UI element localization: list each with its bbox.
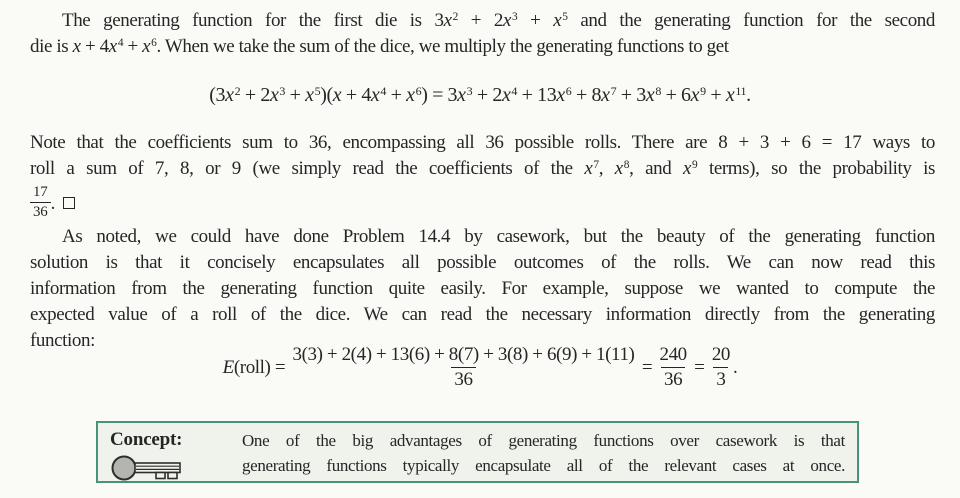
text-line: roll a sum of 7, 8, or 9 (we simply read the coefficients of the $x^7$, $x^8$, and $x^9$ terms), so the probability is [30, 158, 935, 179]
text-line: One of the big advantages of generating functions over casework is that [242, 431, 845, 450]
text-line: solution is that it concisely encapsulates all possible outcomes of the rolls. We can now read this [30, 252, 935, 273]
text-line: As noted, we could have done Problem 14.4 by casework, but the beauty of the generating function [62, 226, 935, 247]
display-equation-product: $(3x^2 + 2x^3 + x^5)(x + 4x^4 + x^6) = 3x^3 + 2x^4 + 13x^6 + 8x^7 + 3x^8 + 6x^9 + x^{11}$. [209, 83, 751, 106]
display-equation-expected-value: E (roll) = $\frac{3(3) + 2(4) + 13(6) + 8(7) + 3(8) + 6(9) + 1(11)}{36}$ = $\frac{240}{36}$ = $\frac{20}{3}$ . [0, 338, 960, 398]
text-line: function: [30, 330, 95, 351]
text-line: generating functions typically encapsulate all of the relevant cases at once. [242, 456, 845, 475]
concept-box-text [242, 428, 845, 489]
concept-box-left-column [110, 428, 242, 489]
fraction: $\frac{240}{36}$ [656, 343, 689, 392]
text-line: The generating function for the first die is $3x^2 + 2x^3 + x^5$ and the generating function for the second [62, 10, 936, 31]
text-line: Note that the coefficients sum to 36, encompassing all 36 possible rolls. There are 8 + 3 + 6 = 17 ways to [30, 132, 935, 153]
fraction: $\frac{3(3) + 2(4) + 13(6) + 8(7) + 3(8) + 6(9) + 1(11)}{36}$ [290, 343, 638, 392]
key-icon [110, 453, 242, 489]
paragraph-expected-value [30, 224, 935, 354]
paragraph-coefficients [30, 130, 935, 220]
concept-box [96, 421, 859, 483]
fraction: $\frac{20}{3}$ [709, 343, 733, 392]
fraction: $\frac{17}{36}$ [30, 183, 51, 222]
concept-label: Concept: [110, 429, 183, 450]
probability-result-line: $\frac{17}{36}$ . [30, 186, 935, 220]
qed-square [63, 197, 75, 209]
text-line: information from the generating function quite easily. For example, suppose we wanted to compute the [30, 278, 935, 299]
paragraph-generating-functions [30, 8, 935, 60]
text-line: expected value of a roll of the dice. We can read the necessary information directly from the generating [30, 304, 935, 325]
text-line: die is $x + 4x^4 + x^6$. When we take the sum of the dice, we multiply the generating functions to get [30, 36, 729, 57]
